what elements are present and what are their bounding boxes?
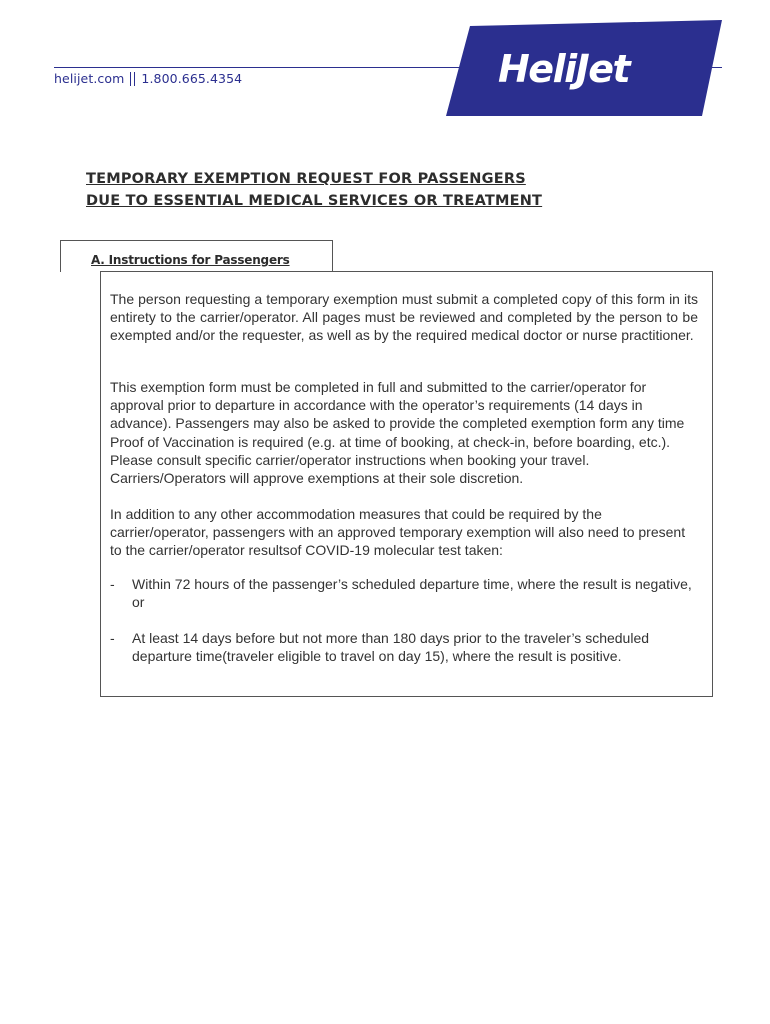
bullet-text: At least 14 days before but not more than 180 days prior to the traveler’s scheduled departure time(traveler eligible to travel on day 15), where the result is positive. <box>132 630 650 665</box>
form-title-line-1: TEMPORARY EXEMPTION REQUEST FOR PASSENGERS <box>86 171 526 187</box>
bullet-text: Within 72 hours of the passenger’s scheduled departure time, where the result is negative, or <box>132 576 692 611</box>
instructions-paragraph-1: The person requesting a temporary exemption must submit a completed copy of this form in its entirety to the carrier/operator. All pages must be reviewed and completed by the person to be exempted and/or the requester, as well as by the required medical doctor or nurse practitioner. <box>110 291 698 344</box>
instructions-box <box>100 271 713 697</box>
form-title <box>86 168 542 212</box>
helijet-logo <box>446 20 722 116</box>
section-a-heading: A. Instructions for Passengers <box>91 253 290 267</box>
form-title-line-2: DUE TO ESSENTIAL MEDICAL SERVICES OR TREATMENT <box>86 193 543 209</box>
instructions-paragraph-2: This exemption form must be completed in full and submitted to the carrier/operator for approval prior to departure in accordance with the operator’s requirements (14 days in advance). Passengers may also be asked to provide the completed exemption form any time Proof of Vaccination is required (e.g. at time of booking, at check-in, before boarding, etc.). Please consult specific carrier/operator instructions when booking your travel. Carriers/Operators will approve exemptions at their sole discretion. <box>110 379 685 487</box>
section-a-tab <box>60 240 333 272</box>
contact-line <box>54 71 242 86</box>
bullet-dash: - <box>110 630 115 646</box>
svg-text:HeliJet: HeliJet <box>498 47 630 91</box>
phone-number: 1.800.665.4354 <box>141 71 243 86</box>
double-bar-separator <box>130 72 135 86</box>
bullet-dash: - <box>110 576 115 592</box>
website-link[interactable]: helijet.com <box>54 71 125 86</box>
instructions-paragraph-3: In addition to any other accommodation measures that could be required by the carrier/operator, passengers with an approved temporary exemption will also need to present to the carrier/operator resultsof COVID-19 molecular test taken: <box>110 506 686 559</box>
